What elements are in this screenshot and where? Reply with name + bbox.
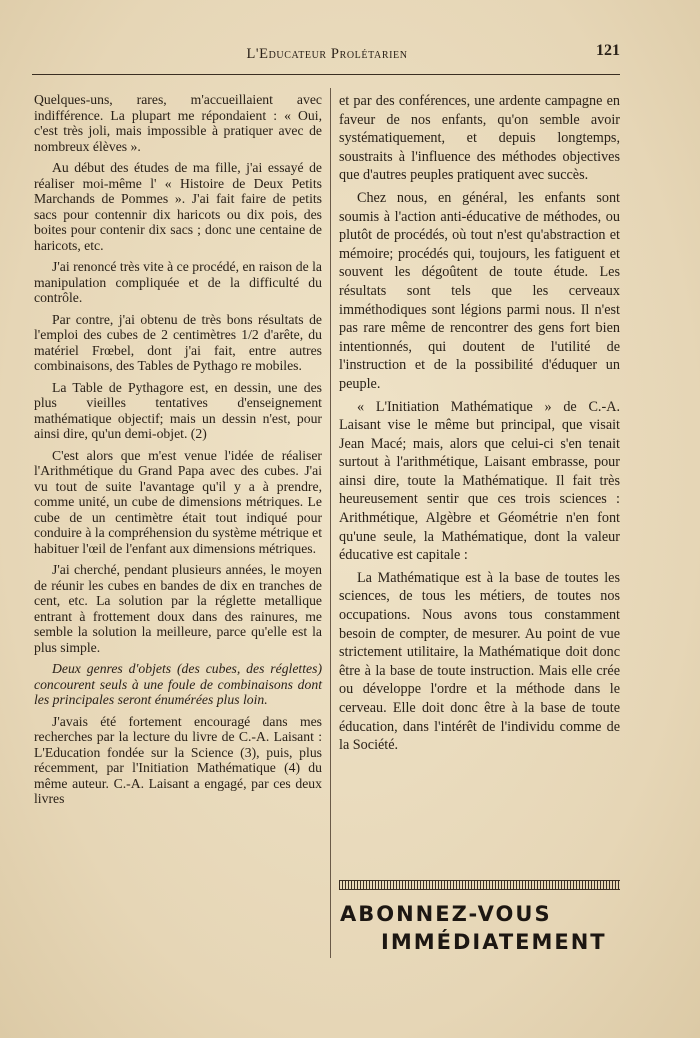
column-divider xyxy=(330,88,331,958)
paragraph: J'ai renoncé très vite à ce procédé, en raison de la manipulation compliquée et de la difficulté du contrôle. xyxy=(34,259,322,305)
paragraph: Deux genres d'objets (des cubes, des réglettes) concourent seuls à une foule de combinaisons dont les principales seront énumérées plus loin. xyxy=(34,661,322,707)
journal-title: L'Educateur Prolétarien xyxy=(246,46,408,62)
page-number: 121 xyxy=(596,42,620,59)
right-column xyxy=(339,92,620,759)
ornamental-rule xyxy=(339,880,620,890)
paragraph: C'est alors que m'est venue l'idée de réaliser l'Arithmétique du Grand Papa avec des cubes. J'ai vu tout de suite l'avantage qu'il y a à prendre, comme unité, un cube de dimensions métriques. Le cube de un centimètre était tout indiqué pour conduire à la compréhension du système métrique et habituer l'œil de l'enfant aux dimensions métriques. xyxy=(34,447,322,556)
paragraph: J'ai cherché, pendant plusieurs années, le moyen de réunir les cubes en bandes de dix en tranches de cent, etc. La solution par la réglette metallique entrant à frottement doux dans des rainures, me semble la solution la meilleure, parce qu'elle est la plus simple. xyxy=(34,562,322,655)
paragraph: et par des conférences, une ardente campagne en faveur de nos enfants, qu'on semble avoir systématiquement, et depuis longtemps, soustraits à l'influence des méthodes objectives que d'autres peuples pratiquent avec succès. xyxy=(339,93,620,184)
paragraph: « L'Initiation Mathématique » de C.-A. Laisant vise le même but principal, que visait Jean Macé; mais, alors que celui-ci s'en tenait surtout à l'arithmétique, Laisant embrasse, pour ainsi dire, toute la Mathématique. Il fait très heureusement sentir que ces trois sciences : Arithmétique, Algèbre et Géométrie n'en font qu'une seule, la Mathématique, dont la valeur éducative est capitale : xyxy=(339,398,620,564)
paragraph: Quelques-uns, rares, m'accueillaient avec indifférence. La plupart me répondaient : « Oui, c'est très joli, mais impossible à pratiquer avec de nombreux élèves ». xyxy=(34,92,322,154)
paragraph: La Mathématique est à la base de toutes les sciences, de tous les métiers, de toutes nos occupations. Nous avons tous constamment besoin de compter, de mesurer. Au point de vue strictement utilitaire, la Mathématique doit donc être à la base de toute instruction. Mais elle crée ou développe l'ordre et la méthode dans le cerveau. Elle doit donc être à la base de toute éducation, dans l'intérêt de l'individu comme de la Société. xyxy=(339,569,620,754)
subscribe-line-2: IMMÉDIATEMENT xyxy=(381,930,607,954)
paragraph: La Table de Pythagore est, en dessin, une des plus vieilles tentatives d'enseignement mathématique objectif; mais un dessin n'est, pour ainsi dire, qu'un demi-objet. (2) xyxy=(34,379,322,441)
left-column xyxy=(34,92,322,813)
paragraph: Chez nous, en général, les enfants sont soumis à l'action anti-éducative de méthodes, ou plutôt de procédés, où tout n'est qu'abstraction et mémoire; procédés qui, toujours, les fatiguent et souvent les dégoûtent de toute étude. Les résultats sont tels que les cerveaux imméthodiques sont légions parmi nous. Il n'est pas rare même de rencontrer des gens fort bien intentionnés, qui doutent de l'utilité de l'instruction et de la possibilité d'éduquer un peuple. xyxy=(339,189,620,392)
paragraph: J'avais été fortement encouragé dans mes recherches par la lecture du livre de C.-A. Laisant : L'Education fondée sur la Science (3), puis, plus récemment, par l'Initiation Mathématique (4) du même auteur. C.-A. Laisant a engagé, par ces deux livres xyxy=(34,713,322,806)
header-rule xyxy=(32,74,620,75)
page-header xyxy=(34,42,620,66)
subscribe-line-1: ABONNEZ-VOUS xyxy=(340,902,552,926)
paragraph: Au début des études de ma fille, j'ai essayé de réaliser moi-même l' « Histoire de Deux Petits Marchands de Pommes ». J'ai fait faire de petits sacs pour contennir dix haricots ou dix pois, des boites pour contenir dix sacs ; donc une centaine de haricots, etc. xyxy=(34,160,322,253)
paragraph: Par contre, j'ai obtenu de très bons résultats de l'emploi des cubes de 2 centimètres 1/2 d'arête, du matériel Frœbel, dont j'ai fait, entre autres combinaisons, des Tables de Pythago re mobiles. xyxy=(34,311,322,373)
